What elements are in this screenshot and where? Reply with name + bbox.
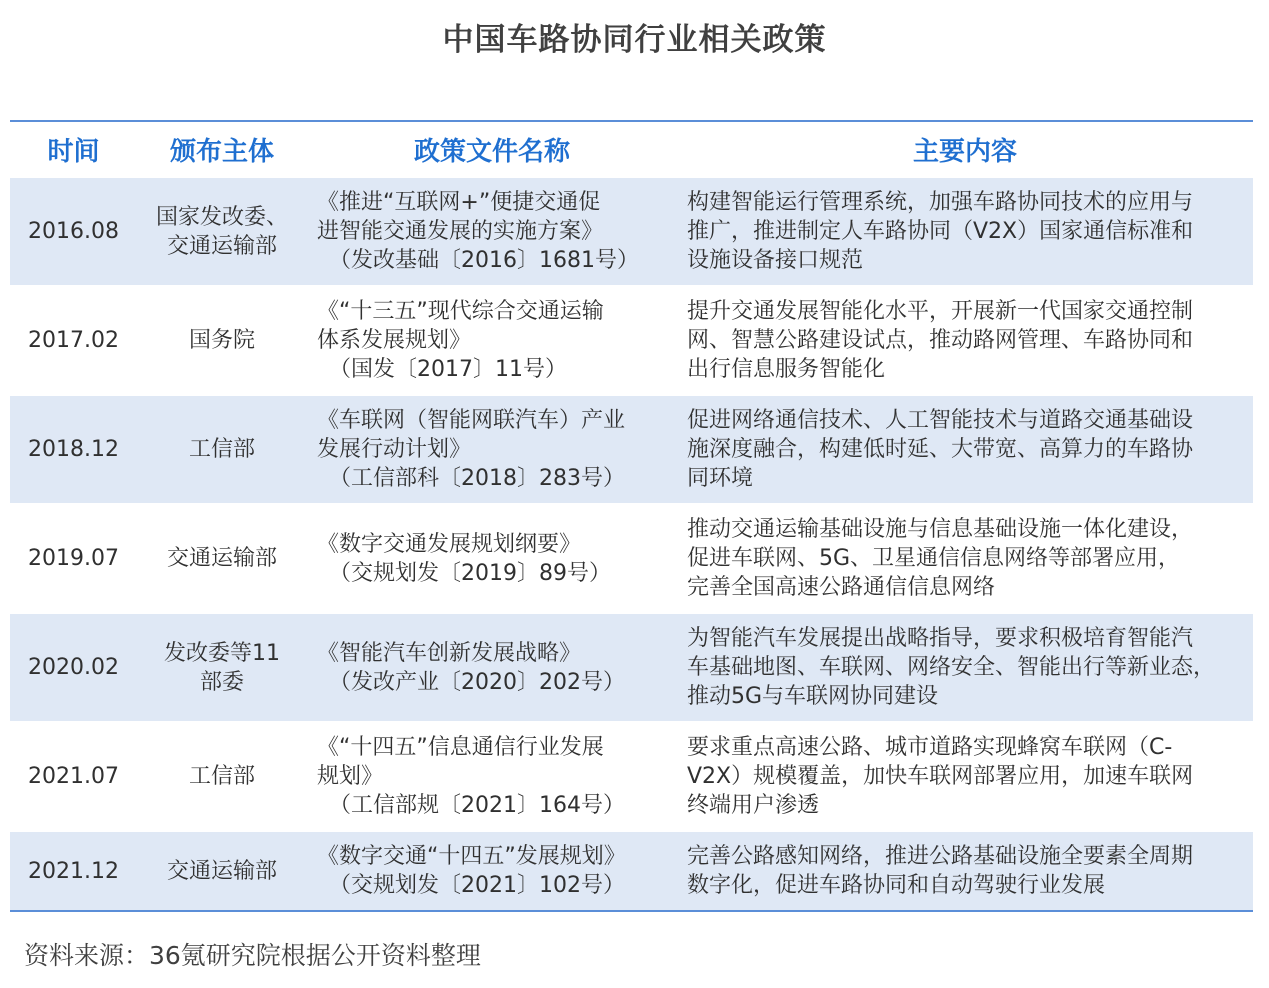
table-row [10,722,1253,831]
doc-number: （国发〔2017〕11号） [329,357,567,382]
cell-doc [307,613,677,722]
content-line: 终端用户渗透 [687,793,820,818]
content-line: V2X）规模覆盖，加快车联网部署应用，加速车联网 [687,764,1194,789]
doc-name-line: 《数字交通发展规划纲要》 [317,531,582,557]
cell-time: 2019.07 [10,504,137,613]
policy-table [10,120,1253,912]
cell-issuer [137,286,307,395]
content-line: 提升交通发展智能化水平，开展新一代国家交通控制 [687,299,1194,324]
cell-content [677,395,1253,504]
table-body [10,177,1253,911]
issuer-line: 交通运输部 [166,233,277,259]
cell-issuer [137,504,307,613]
issuer-line: 国务院 [188,328,255,353]
doc-name-line: 发展行动计划》 [317,437,472,462]
table-row [10,831,1253,911]
cell-doc [307,722,677,831]
doc-name-line: 《智能汽车创新发展战略》 [317,640,582,666]
content-line: 推动5G与车联网协同建设 [687,684,939,709]
cell-time: 2021.12 [10,831,137,911]
content-line: 设施设备接口规范 [687,248,864,273]
content-line: 同环境 [687,466,754,491]
cell-time: 2016.08 [10,177,137,286]
cell-issuer [137,177,307,286]
doc-number: （发改产业〔2020〕202号） [329,669,625,695]
content-line: 完善公路感知网络，推进公路基础设施全要素全周期 [687,844,1194,869]
doc-number: （发改基础〔2016〕1681号） [329,248,639,273]
cell-doc [307,177,677,286]
cell-content [677,177,1253,286]
cell-issuer [137,722,307,831]
cell-time: 2017.02 [10,286,137,395]
content-line: 完善全国高速公路通信信息网络 [687,575,996,600]
header-doc: 政策文件名称 [307,121,677,177]
content-line: 车基础地图、车联网、网络安全、智能出行等新业态， [687,655,1216,680]
header-issuer: 颁布主体 [137,121,307,177]
issuer-line: 交通运输部 [166,546,277,571]
issuer-line: 发改委等11 [164,640,280,666]
cell-content [677,831,1253,911]
cell-doc [307,395,677,504]
content-line: 构建智能运行管理系统，加强车路协同技术的应用与 [687,190,1194,215]
doc-number: （交规划发〔2021〕102号） [329,873,625,898]
source-note: 资料来源：36氪研究院根据公开资料整理 [24,941,481,970]
content-line: 推广，推进制定人车路协同（V2X）国家通信标准和 [687,219,1194,244]
table-row [10,504,1253,613]
page-title: 中国车路协同行业相关政策 [442,22,827,58]
cell-issuer [137,831,307,911]
cell-issuer [137,395,307,504]
content-line: 促进网络通信技术、人工智能技术与道路交通基础设 [687,408,1194,433]
table-header-row [10,121,1253,177]
content-line: 数字化，促进车路协同和自动驾驶行业发展 [687,873,1106,898]
doc-number: （工信部规〔2021〕164号） [329,793,625,818]
cell-content [677,504,1253,613]
doc-number: （交规划发〔2019〕89号） [329,560,611,586]
cell-doc [307,286,677,395]
header-time: 时间 [10,121,137,177]
cell-doc [307,831,677,911]
content-line: 施深度融合，构建低时延、大带宽、高算力的车路协 [687,437,1194,462]
cell-time: 2018.12 [10,395,137,504]
issuer-line: 工信部 [188,437,255,462]
issuer-line: 交通运输部 [166,858,277,884]
content-line: 要求重点高速公路、城市道路实现蜂窝车联网（C- [687,735,1173,760]
doc-name-line: 《推进“互联网+”便捷交通促 [317,190,601,215]
cell-content [677,613,1253,722]
content-line: 出行信息服务智能化 [687,357,886,382]
table-row [10,286,1253,395]
doc-name-line: 规划》 [317,764,384,789]
content-line: 网、智慧公路建设试点，推动路网管理、车路协同和 [687,328,1194,353]
doc-name-line: 《“十三五”现代综合交通运输 [317,299,604,324]
content-line: 促进车联网、5G、卫星通信信息网络等部署应用， [687,546,1181,571]
content-line: 为智能汽车发展提出战略指导，要求积极培育智能汽 [687,626,1194,651]
doc-number: （工信部科〔2018〕283号） [329,466,625,491]
header-content: 主要内容 [677,121,1253,177]
doc-name-line: 进智能交通发展的实施方案》 [317,219,604,244]
cell-issuer [137,613,307,722]
table-row [10,177,1253,286]
issuer-line: 工信部 [188,764,255,789]
table-row [10,613,1253,722]
doc-name-line: 体系发展规划》 [317,328,472,353]
content-line: 推动交通运输基础设施与信息基础设施一体化建设， [687,517,1194,542]
table-row [10,395,1253,504]
cell-time: 2021.07 [10,722,137,831]
cell-content [677,722,1253,831]
doc-name-line: 《“十四五”信息通信行业发展 [317,735,604,760]
cell-doc [307,504,677,613]
doc-name-line: 《数字交通“十四五”发展规划》 [317,844,626,869]
issuer-line: 部委 [199,669,244,695]
cell-content [677,286,1253,395]
cell-time: 2020.02 [10,613,137,722]
issuer-line: 国家发改委、 [155,204,288,230]
doc-name-line: 《车联网（智能网联汽车）产业 [317,408,626,433]
